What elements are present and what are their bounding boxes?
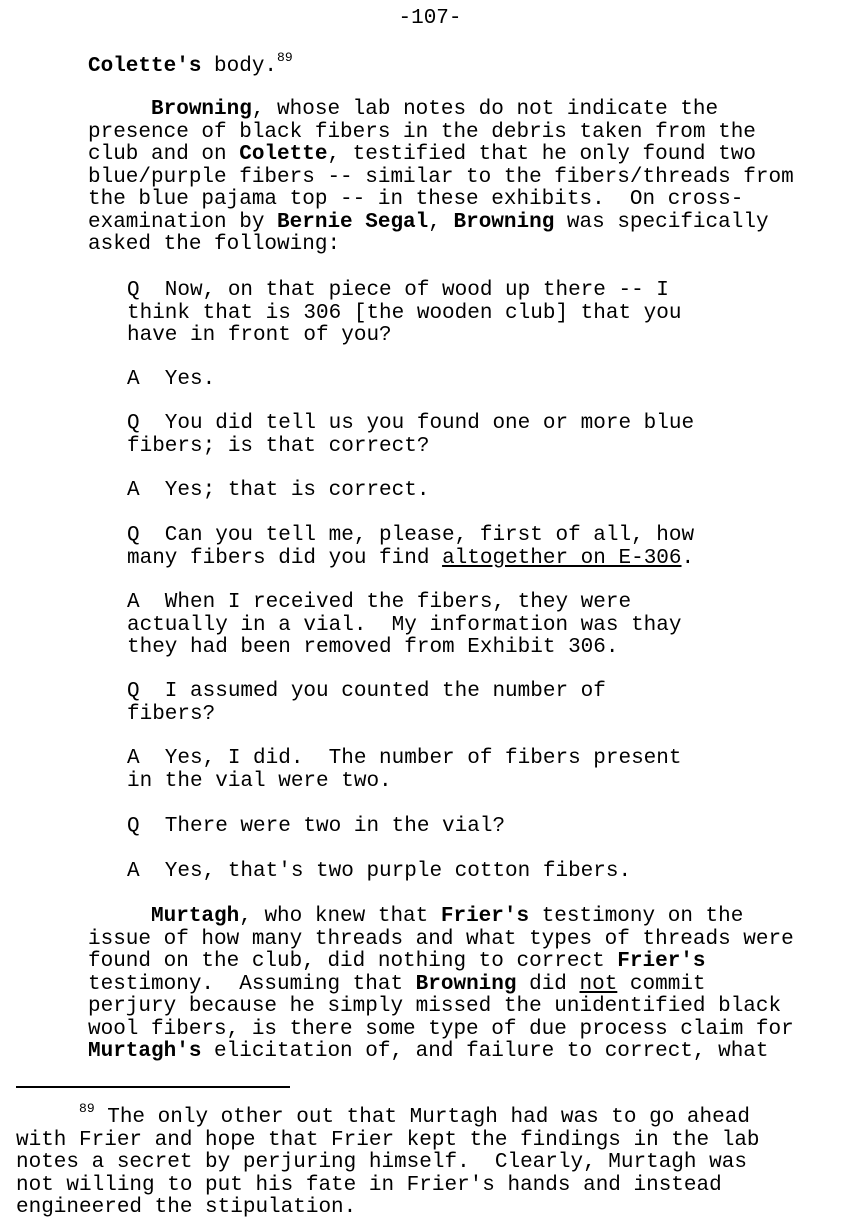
page-number: -107- <box>398 7 462 30</box>
browning-paragraph <box>88 99 794 257</box>
footnote <box>16 1101 760 1220</box>
party-name: Browning <box>453 210 555 234</box>
paragraph-text: elicitation of, and failure to correct, what <box>201 1040 769 1063</box>
testimony-line: Q I assumed you counted the number of <box>127 680 606 703</box>
footnote-reference: 89 <box>277 50 293 65</box>
paragraph-line: the blue pajama top -- in these exhibits. On cross- <box>88 188 744 211</box>
underlined-phrase: altogether on E-306 <box>442 546 682 570</box>
intro-text: body. <box>201 55 278 78</box>
paragraph-text: testimony. Assuming that <box>88 972 416 996</box>
paragraph-line: wool fibers, is there some type of due process claim for <box>88 1017 794 1041</box>
testimony-line: they had been removed from Exhibit 306. <box>127 636 619 659</box>
paragraph-indent <box>88 905 151 928</box>
testimony-q4 <box>127 681 606 726</box>
party-name: Colette <box>239 143 328 166</box>
testimony-line: have in front of you? <box>127 324 392 347</box>
party-name: Murtagh <box>151 905 240 928</box>
paragraph-line: blue/purple fibers -- similar to the fibers/threads from <box>88 165 794 189</box>
testimony-line: Q Now, on that piece of wood up there -- I <box>127 279 669 302</box>
underlined-word: not <box>579 972 618 996</box>
testimony-line: A When I received the fibers, they were <box>127 591 632 614</box>
testimony-q3 <box>127 525 694 570</box>
paragraph-text: did <box>516 972 580 996</box>
paragraph-indent <box>88 98 151 121</box>
murtagh-paragraph <box>88 906 794 1064</box>
paragraph-text: commit <box>617 972 706 996</box>
footnote-separator <box>16 1086 290 1088</box>
paragraph-text: , <box>428 210 454 234</box>
paragraph-text: , who knew that <box>239 905 441 928</box>
paragraph-text: club and on <box>88 143 240 166</box>
footnote-line: with Frier and hope that Frier kept the findings in the lab <box>16 1128 760 1152</box>
testimony-q5 <box>127 816 505 839</box>
paragraph-line: perjury because he simply missed the unidentified black <box>88 995 782 1018</box>
party-name: Frier's <box>617 950 706 973</box>
testimony-line: fibers? <box>127 702 216 726</box>
intro-paragraph <box>88 50 293 79</box>
testimony-line: A Yes, that's two purple cotton fibers. <box>127 860 632 883</box>
paragraph-text: found on the club, did nothing to correct <box>88 950 618 973</box>
paragraph-text: , whose lab notes do not indicate the <box>251 98 719 121</box>
paragraph-line: issue of how many threads and what types of threads were <box>88 927 794 951</box>
paragraph-line: asked the following: <box>88 233 341 256</box>
party-name: Frier's <box>440 905 530 928</box>
footnote-line: engineered the stipulation. <box>16 1196 357 1219</box>
testimony-a4 <box>127 748 682 793</box>
paragraph-text: was specifically <box>554 210 769 234</box>
party-name: Colette's <box>88 55 202 78</box>
testimony-line: Q You did tell us you found one or more blue <box>127 412 695 435</box>
party-name: Bernie Segal <box>277 210 429 234</box>
testimony-a1 <box>127 369 215 392</box>
paragraph-line: presence of black fibers in the debris taken from the <box>88 120 756 144</box>
footnote-line: notes a secret by perjuring himself. Clearly, Murtagh was <box>16 1151 747 1174</box>
testimony-line: actually in a vial. My information was thay <box>127 613 682 637</box>
testimony-q2 <box>127 413 694 458</box>
party-name: Browning <box>415 972 517 996</box>
testimony-line: A Yes, I did. The number of fibers present <box>127 747 682 770</box>
testimony-text: many fibers did you find <box>127 546 443 570</box>
paragraph-text: testimony on the <box>529 905 744 928</box>
testimony-line: Q Can you tell me, please, first of all, how <box>127 524 695 547</box>
testimony-a3 <box>127 592 682 660</box>
testimony-a2 <box>127 480 429 503</box>
footnote-line: not willing to put his fate in Frier's hands and instead <box>16 1173 722 1197</box>
testimony-a5 <box>127 861 631 884</box>
testimony-q1 <box>127 280 682 348</box>
party-name: Browning <box>151 98 252 121</box>
testimony-line: fibers; is that correct? <box>127 434 430 458</box>
party-name: Murtagh's <box>88 1040 202 1063</box>
footnote-marker: 89 <box>79 1101 95 1116</box>
testimony-line: think that is 306 [the wooden club] that you <box>127 301 682 325</box>
testimony-line: in the vial were two. <box>127 769 392 793</box>
testimony-text: . <box>681 546 695 570</box>
testimony-line: Q There were two in the vial? <box>127 815 506 838</box>
paragraph-text: examination by <box>88 210 278 234</box>
paragraph-text: , testified that he only found two <box>327 143 756 166</box>
footnote-line: The only other out that Murtagh had was to go ahead <box>94 1106 750 1129</box>
testimony-line: A Yes; that is correct. <box>127 479 430 502</box>
testimony-line: A Yes. <box>127 368 216 391</box>
